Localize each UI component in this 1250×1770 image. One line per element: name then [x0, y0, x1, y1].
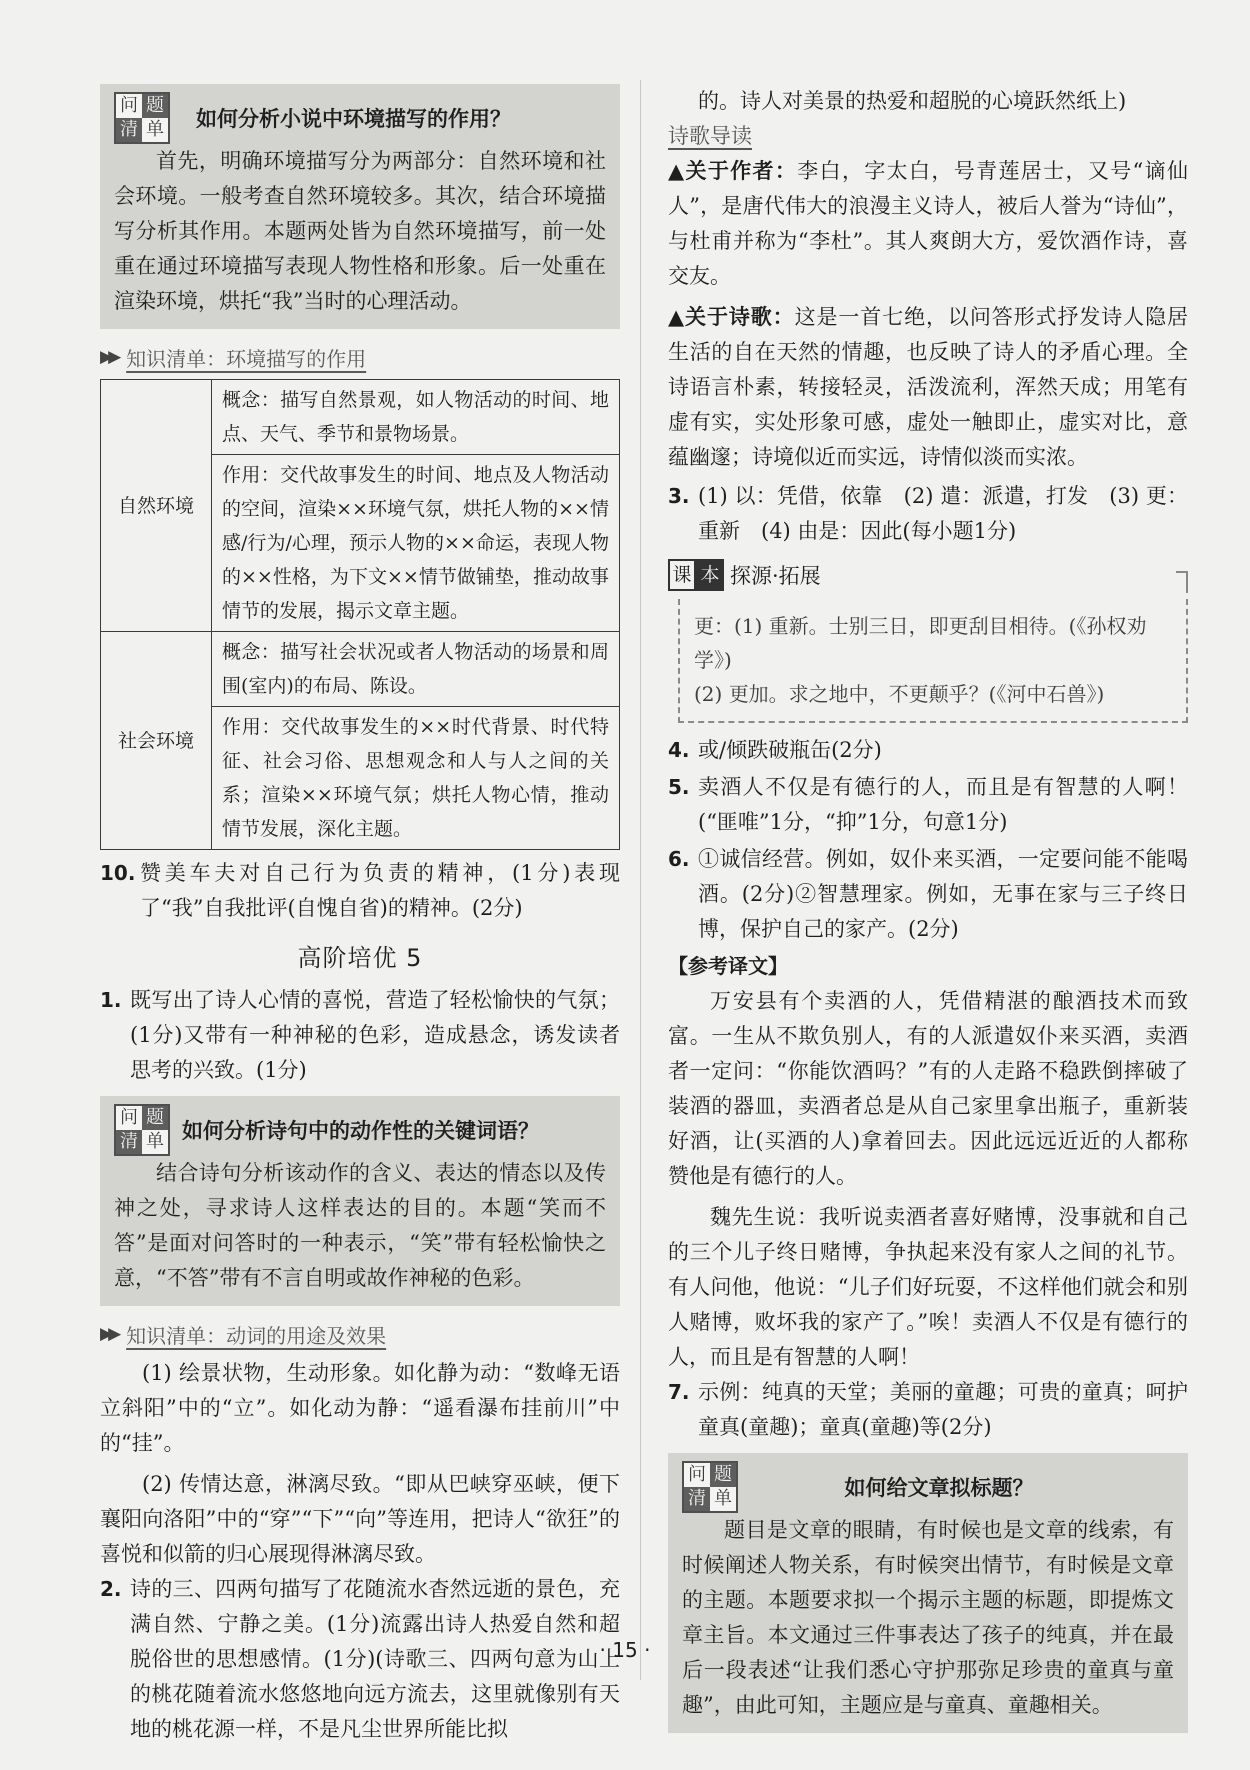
item-number: 6.: [668, 847, 690, 871]
about-author-text: 李白，字太白，号青莲居士，又号“谪仙人”，是唐代伟大的浪漫主义诗人，被后人誉为“诗仙”，与杜甫并称为“李杜”。其人爽朗大方，爱饮酒作诗，喜交友。: [668, 159, 1188, 288]
answer-item-4: [668, 733, 1188, 768]
table-row: [101, 632, 620, 707]
explore-line: 更：(1) 重新。士别三日，即更刮目相待。(《孙权劝学》): [694, 614, 1147, 672]
about-poem: [668, 300, 1188, 475]
table-cell: 作用：交代故事发生的××时代背景、时代特征、社会习俗、思想观念和人与人之间的关系；渲染××环境气氛；烘托人物心情，推动情节发展，深化主题。: [212, 707, 620, 850]
item-number: 4.: [668, 738, 690, 762]
book-icon: 本: [696, 559, 724, 591]
table-cell: 概念：描写自然景观，如人物活动的时间、地点、天气、季节和景物场景。: [212, 380, 620, 455]
item-number: 3.: [668, 484, 690, 508]
translation-paragraph: 万安县有个卖酒的人，凭借精湛的酿酒技术而致富。一生从不欺负别人，有的人派遣奴仆来买酒，卖酒者一定问：“你能饮酒吗？”有的人走路不稳跌倒摔破了装酒的器皿，卖酒者总是从自己家里拿出瓶子，重新装好酒，让(买酒的人)拿着回去。因此远远近近的人都称赞他是有德行的人。: [668, 989, 1188, 1188]
double-arrow-icon: ▶▶: [100, 347, 117, 367]
question-title: 如何给文章拟标题？: [844, 1476, 1034, 1500]
answer-item-1: [100, 983, 620, 1088]
item-number: 1.: [100, 988, 122, 1012]
knowledge-paragraph: (1) 绘景状物，生动形象。如化静为动：“数峰无语立斜阳”中的“立”。如化动为静：“遥看瀑布挂前川”中的“挂”。: [100, 1361, 620, 1455]
explore-title: 探源·拓展: [730, 564, 821, 588]
page-number: · 15 ·: [599, 1638, 651, 1662]
answer-item-5: [668, 770, 1188, 840]
table-row: [101, 380, 620, 455]
question-title: 如何分析小说中环境描写的作用？: [196, 107, 511, 131]
answer-item-6: [668, 842, 1188, 947]
knowledge-list-heading: [100, 1316, 620, 1352]
item-text: 既写出了诗人心情的喜悦，营造了轻松愉快的气氛；(1分)又带有一种神秘的色彩，造成悬念，诱发读者思考的兴致。(1分): [130, 988, 620, 1082]
knowledge-list-heading: [100, 339, 620, 375]
question-list-icon: 问 题 清 单: [682, 1461, 738, 1513]
question-list-icon: 问 题 清 单: [114, 1104, 170, 1156]
item-text: 诗的三、四两句描写了花随流水杳然远逝的景色，充满自然、宁静之美。(1分)流露出诗人热爱自然和超脱俗世的思想感情。(1分)(诗歌三、四两句意为山上的桃花随着流水悠悠地向远方流去，这里就像别有天地的桃花源一样，不是凡尘世界所能比拟: [130, 1577, 620, 1741]
continued-text: 的。诗人对美景的热爱和超脱的心境跃然纸上): [698, 89, 1127, 113]
question-box-environment: [100, 84, 620, 329]
column-divider: [640, 80, 641, 1680]
item-number: 7.: [668, 1380, 690, 1404]
left-column: [100, 84, 620, 1749]
about-author-label: ▲关于作者：: [668, 159, 798, 183]
knowledge-list-title: 知识清单：环境描写的作用: [126, 346, 367, 371]
poem-guide-heading: 诗歌导读: [668, 124, 752, 148]
book-icon: 课: [668, 559, 696, 591]
table-category: 社会环境: [101, 632, 212, 850]
translation-paragraph: 魏先生说：我听说卖酒者喜好赌博，没事就和自己的三个儿子终日赌博，争执起来没有家人之间的礼节。有人问他，他说：“儿子们好玩耍，不这样他们就会和别人赌博，败坏我的家产了。”唉！卖酒人不仅是有德行的人，而且是有智慧的人啊！: [668, 1205, 1188, 1369]
item-text: 或/倾跌破瓶缶(2分): [698, 738, 882, 762]
question-body: 题目是文章的眼睛，有时候也是文章的线索，有时候阐述人物关系，有时候突出情节，有时候是文章的主题。本题要求拟一个揭示主题的标题，即提炼文章主旨。本文通过三件事表达了孩子的纯真，并在最后一段表述“让我们悉心守护那弥足珍贵的童真与童趣”，由此可知，主题应是与童真、童趣相关。: [682, 1518, 1174, 1717]
item-number: 2.: [100, 1577, 122, 1601]
knowledge-paragraph: (2) 传情达意，淋漓尽致。“即从巴峡穿巫峡，便下襄阳向洛阳”中的“穿”“下”“向”等连用，把诗人“欲狂”的喜悦和似箭的归心展现得淋漓尽致。: [100, 1472, 620, 1566]
question-box-header: [114, 1104, 606, 1156]
about-author: [668, 154, 1188, 294]
section-title: 高阶培优 5: [297, 944, 423, 972]
item-number: 5.: [668, 775, 690, 799]
question-box-title: [668, 1453, 1188, 1733]
right-column: [668, 84, 1188, 1743]
knowledge-list-title: 知识清单：动词的用途及效果: [126, 1323, 387, 1348]
environment-table: [100, 379, 620, 850]
about-poem-label: ▲关于诗歌：: [668, 305, 795, 329]
answer-item-7: [668, 1375, 1188, 1445]
question-title: 如何分析诗句中的动作性的关键词语？: [182, 1119, 539, 1143]
double-arrow-icon: ▶▶: [100, 1324, 117, 1344]
question-box-verbs: [100, 1096, 620, 1306]
answer-item-10: [100, 856, 620, 926]
item-text: 示例：纯真的天堂；美丽的童趣；可贵的童真；呵护童真(童趣)；童真(童趣)等(2分): [698, 1380, 1188, 1439]
item-text: (1) 以：凭借，依靠 (2) 遣：派遣，打发 (3) 更：重新 (4) 由是：因此(每小题1分): [698, 484, 1188, 543]
textbook-explore-box: [668, 559, 1188, 723]
item-text: ①诚信经营。例如，奴仆来买酒，一定要问能不能喝酒。(2分)②智慧理家。例如，无事在家与三子终日博，保护自己的家产。(2分): [698, 847, 1188, 941]
explore-line: (2) 更加。求之地中，不更颠乎？(《河中石兽》): [694, 682, 1105, 706]
answer-item-3: [668, 479, 1188, 549]
question-box-header: [114, 92, 606, 144]
item-text: 赞美车夫对自己行为负责的精神，(1分)表现了“我”自我批评(自愧自省)的精神。(2分): [140, 861, 620, 920]
explore-content: [678, 599, 1188, 723]
table-cell: 作用：交代故事发生的时间、地点及人物活动的空间，渲染××环境气氛，烘托人物的××情感/行为/心理，预示人物的××命运，表现人物的××性格，为下文××情节做铺垫，推动故事情节的发展，揭示文章主题。: [212, 455, 620, 632]
about-poem-text: 这是一首七绝，以问答形式抒发诗人隐居生活的自在天然的情趣，也反映了诗人的矛盾心理。全诗语言朴素，转接轻灵，活泼流利，浑然天成；用笔有虚有实，实处形象可感，虚处一触即止，虚实对比，意蕴幽邃；诗境似近而实远，诗情似淡而实浓。: [668, 305, 1188, 469]
question-list-icon: 问 题 清 单: [114, 92, 170, 144]
item-text: 卖酒人不仅是有德行的人，而且是有智慧的人啊！(“匪唯”1分，“抑”1分，句意1分): [698, 775, 1188, 834]
table-category: 自然环境: [101, 380, 212, 632]
frame-corner: [1176, 571, 1188, 593]
table-cell: 概念：描写社会状况或者人物活动的场景和周围(室内)的布局、陈设。: [212, 632, 620, 707]
translation-heading: 【参考译文】: [668, 954, 788, 978]
item-number: 10.: [100, 861, 136, 885]
question-box-header: [682, 1461, 1174, 1513]
question-body: 首先，明确环境描写分为两部分：自然环境和社会环境。一般考查自然环境较多。其次，结合环境描写分析其作用。本题两处皆为自然环境描写，前一处重在通过环境描写表现人物性格和形象。后一处重在渲染环境，烘托“我”当时的心理活动。: [114, 149, 606, 313]
question-body: 结合诗句分析该动作的含义、表达的情态以及传神之处，寻求诗人这样表达的目的。本题“笑而不答”是面对问答时的一种表示，“笑”带有轻松愉快之意，“不答”带有不言自明或故作神秘的色彩。: [114, 1161, 606, 1290]
explore-tab: [668, 559, 821, 591]
